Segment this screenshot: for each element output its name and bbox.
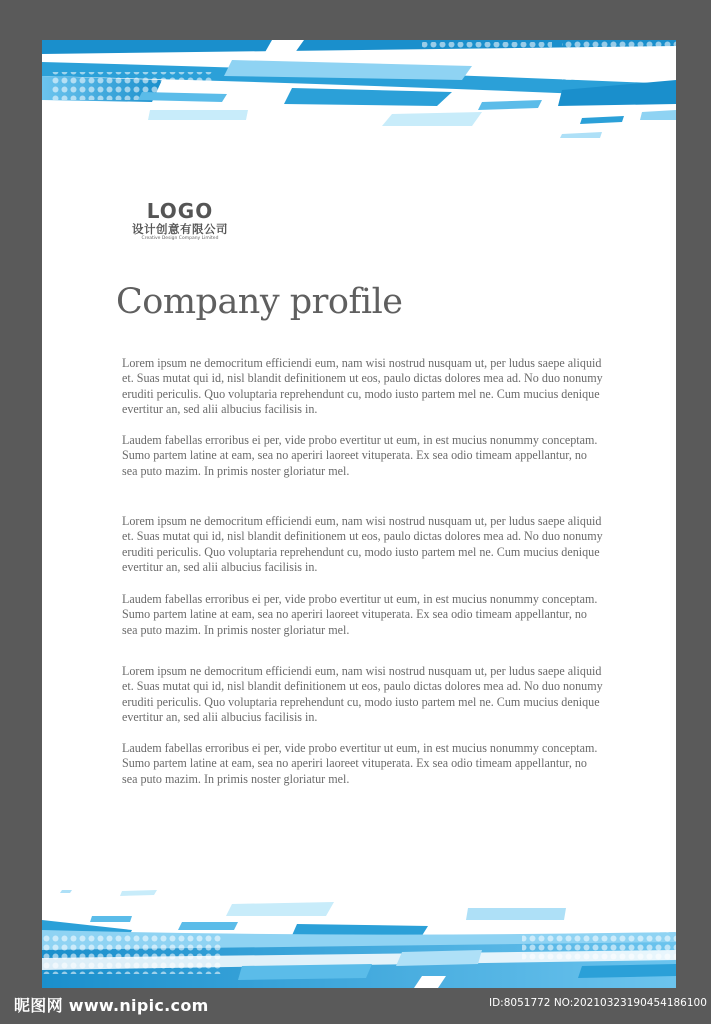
paragraph-5: Lorem ipsum ne democritum efficiendi eum, nam wisi nostrud nusquam ut, per ludus saepe aliquid et. Suas mutat qui id, nisl blandit definitionem ut eos, paulo dictas dolores mea ad. No duo nonumy eruditi periculis. Quo voluptaria reprehendunt cu, modo iusto partem mel ne. Cum mucius denique evertitur an, sed alii albucius facilisis in. [122, 664, 603, 724]
paragraph-1: Lorem ipsum ne democritum efficiendi eum, nam wisi nostrud nusquam ut, per ludus saepe aliquid et. Suas mutat qui id, nisl blandit definitionem ut eos, paulo dictas dolores mea ad. No duo nonumy eruditi periculis. Quo voluptaria reprehendunt cu, modo iusto partem mel ne. Cum mucius denique evertitur an, sed alii albucius facilisis in. [122, 356, 603, 416]
letterhead-page [42, 40, 676, 988]
paragraph-6: Laudem fabellas erroribus ei per, vide probo evertitur ut eum, in est mucius nonummy conceptam. Sumo partem latine at eam, sea no aperiri laoreet vituperata. Ex sea odio timeam appellantur, no sea puto mazim. In primis noster gloriatur mel. [122, 741, 598, 786]
logo-wordmark: LOGO [146, 199, 214, 223]
paragraph-2: Laudem fabellas erroribus ei per, vide probo evertitur ut eum, in est mucius nonummy conceptam. Sumo partem latine at eam, sea no aperiri laoreet vituperata. Ex sea odio timeam appellantur, no sea puto mazim. In primis noster gloriatur mel. [122, 433, 598, 478]
watermark-site: 昵图网 www.nipic.com [14, 996, 209, 1015]
logo-chinese-name: 设计创意有限公司 [132, 222, 228, 236]
top-decoration [42, 40, 676, 190]
watermark-id: ID:8051772 NO:20210323190454186100 [489, 997, 707, 1009]
paragraph-4: Laudem fabellas erroribus ei per, vide probo evertitur ut eum, in est mucius nonummy conceptam. Sumo partem latine at eam, sea no aperiri laoreet vituperata. Ex sea odio timeam appellantur, no sea puto mazim. In primis noster gloriatur mel. [122, 592, 598, 637]
company-logo [120, 200, 240, 242]
paragraph-3: Lorem ipsum ne democritum efficiendi eum, nam wisi nostrud nusquam ut, per ludus saepe aliquid et. Suas mutat qui id, nisl blandit definitionem ut eos, paulo dictas dolores mea ad. No duo nonumy eruditi periculis. Quo voluptaria reprehendunt cu, modo iusto partem mel ne. Cum mucius denique evertitur an, sed alii albucius facilisis in. [122, 514, 603, 574]
bottom-decoration [42, 880, 676, 988]
logo-english-name: Creative Design Company Limited [141, 236, 219, 241]
page-title: Company profile [116, 282, 403, 322]
